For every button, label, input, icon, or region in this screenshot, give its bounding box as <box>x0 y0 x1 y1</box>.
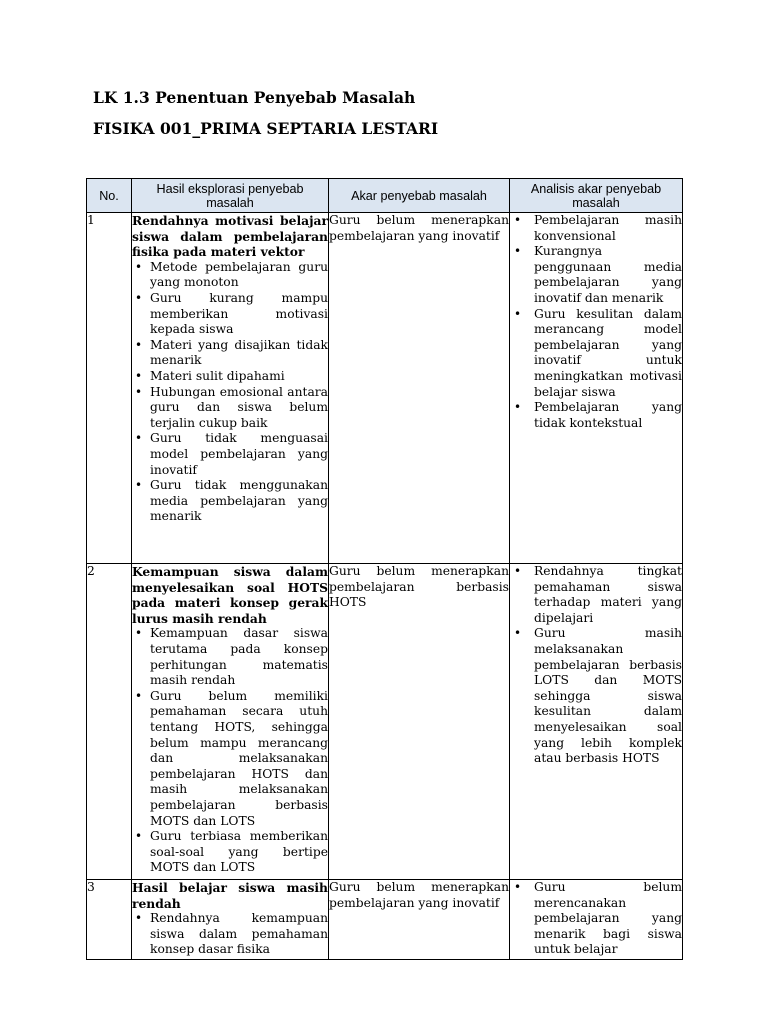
list-item: • Kurangnya penggunaan media pembelajaran yang inovatif dan menarik <box>510 244 682 306</box>
exploration-cell <box>132 213 329 564</box>
list-item: • Guru kesulitan dalam merancang model pembelajaran yang inovatif untuk meningkatkan motivasi belajar siswa <box>510 307 682 401</box>
analysis-cell <box>510 880 683 960</box>
list-item: • Metode pembelajaran guru yang monoton <box>132 260 328 291</box>
list-item: • Materi yang disajikan tidak menarik <box>132 338 328 369</box>
table-row <box>87 564 683 880</box>
problem-heading: Hasil belajar siswa masih rendah <box>132 880 328 911</box>
analysis-list <box>510 880 682 958</box>
row-number: 1 <box>87 213 132 564</box>
table-row <box>87 213 683 564</box>
root-cause-text: Guru belum menerapkan pembelajaran yang inovatif <box>329 213 509 243</box>
list-item: • Kemampuan dasar siswa terutama pada konsep perhitungan matematis masih rendah <box>132 626 328 688</box>
list-item: • Guru tidak menguasai model pembelajaran yang inovatif <box>132 431 328 478</box>
document-subtitle: FISIKA 001_PRIMA SEPTARIA LESTARI <box>93 119 439 138</box>
list-item: • Guru masih melaksanakan pembelajaran berbasis LOTS dan MOTS sehingga siswa kesulitan dalam menyelesaikan soal yang lebih komplek atau berbasis HOTS <box>510 626 682 766</box>
analysis-list <box>510 213 682 431</box>
cause-list <box>132 626 328 876</box>
list-item: • Guru belum merencanakan pembelajaran yang menarik bagi siswa untuk belajar <box>510 880 682 958</box>
list-item: • Guru belum memiliki pemahaman secara utuh tentang HOTS, sehingga belum mampu merancang dan melaksanakan pembelajaran HOTS dan masih melaksanakan pembelajaran berbasis MOTS dan LOTS <box>132 689 328 829</box>
document-title: LK 1.3 Penentuan Penyebab Masalah <box>93 88 416 107</box>
cause-analysis-table <box>86 178 683 960</box>
exploration-cell <box>132 880 329 960</box>
list-item: • Materi sulit dipahami <box>132 369 328 385</box>
analysis-list <box>510 564 682 767</box>
header-root-cause: Akar penyebab masalah <box>329 179 510 213</box>
list-item: • Hubungan emosional antara guru dan siswa belum terjalin cukup baik <box>132 385 328 432</box>
row-number: 2 <box>87 564 132 880</box>
row-number: 3 <box>87 880 132 960</box>
cause-list <box>132 911 328 958</box>
list-item: • Pembelajaran yang tidak kontekstual <box>510 400 682 431</box>
analysis-cell <box>510 564 683 880</box>
root-cause-cell <box>329 880 510 960</box>
exploration-cell <box>132 564 329 880</box>
list-item: • Rendahnya tingkat pemahaman siswa terhadap materi yang dipelajari <box>510 564 682 626</box>
table-header-row <box>87 179 683 213</box>
root-cause-text: Guru belum menerapkan pembelajaran yang inovatif <box>329 880 509 910</box>
root-cause-text: Guru belum menerapkan pembelajaran berbasis HOTS <box>329 564 509 610</box>
problem-heading: Kemampuan siswa dalam menyelesaikan soal HOTS pada materi konsep gerak lurus masih rendah <box>132 564 328 626</box>
header-exploration: Hasil eksplorasi penyebab masalah <box>132 179 329 213</box>
list-item: • Guru kurang mampu memberikan motivasi kepada siswa <box>132 291 328 338</box>
analysis-cell <box>510 213 683 564</box>
root-cause-cell <box>329 213 510 564</box>
root-cause-cell <box>329 564 510 880</box>
cause-list <box>132 260 328 525</box>
list-item: • Pembelajaran masih konvensional <box>510 213 682 244</box>
list-item: • Rendahnya kemampuan siswa dalam pemahaman konsep dasar fisika <box>132 911 328 958</box>
header-no: No. <box>87 179 132 213</box>
table-row <box>87 880 683 960</box>
list-item: • Guru tidak menggunakan media pembelajaran yang menarik <box>132 478 328 525</box>
problem-heading: Rendahnya motivasi belajar siswa dalam pembelajaran fisika pada materi vektor <box>132 213 328 260</box>
list-item: • Guru terbiasa memberikan soal-soal yang bertipe MOTS dan LOTS <box>132 829 328 876</box>
header-analysis: Analisis akar penyebab masalah <box>510 179 683 213</box>
